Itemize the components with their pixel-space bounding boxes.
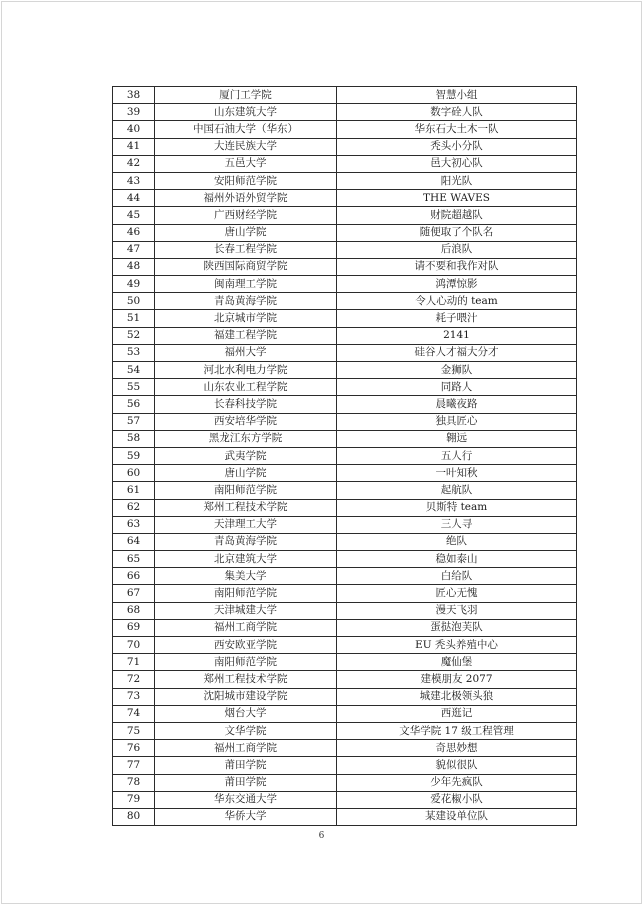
team-name-cell: 同路人 xyxy=(337,379,577,396)
school-name-cell: 烟台大学 xyxy=(155,705,337,722)
school-name-cell: 北京建筑大学 xyxy=(155,551,337,568)
school-name-cell: 陕西国际商贸学院 xyxy=(155,258,337,275)
table-row xyxy=(113,722,577,739)
table-row xyxy=(113,740,577,757)
team-name-cell: 稳如泰山 xyxy=(337,551,577,568)
school-name-cell: 大连民族大学 xyxy=(155,138,337,155)
table-row xyxy=(113,585,577,602)
team-name-cell: 西逛记 xyxy=(337,705,577,722)
table-row xyxy=(113,482,577,499)
table-row xyxy=(113,104,577,121)
table-row xyxy=(113,276,577,293)
school-name-cell: 中国石油大学（华东） xyxy=(155,121,337,138)
school-name-cell: 长春工程学院 xyxy=(155,241,337,258)
team-name-cell: 起航队 xyxy=(337,482,577,499)
team-name-cell: 五人行 xyxy=(337,447,577,464)
school-name-cell: 唐山学院 xyxy=(155,224,337,241)
team-name-cell: 貌似很队 xyxy=(337,757,577,774)
school-name-cell: 广西财经学院 xyxy=(155,207,337,224)
row-number-cell: 77 xyxy=(113,757,155,774)
row-number-cell: 55 xyxy=(113,379,155,396)
row-number-cell: 51 xyxy=(113,310,155,327)
team-name-cell: 三人寻 xyxy=(337,516,577,533)
table-row xyxy=(113,310,577,327)
school-name-cell: 集美大学 xyxy=(155,568,337,585)
school-name-cell: 福州大学 xyxy=(155,344,337,361)
team-name-cell: 智慧小组 xyxy=(337,87,577,104)
school-name-cell: 天津城建大学 xyxy=(155,602,337,619)
row-number-cell: 66 xyxy=(113,568,155,585)
school-name-cell: 闽南理工学院 xyxy=(155,276,337,293)
row-number-cell: 42 xyxy=(113,155,155,172)
table-row xyxy=(113,757,577,774)
team-name-cell: 2141 xyxy=(337,327,577,344)
table-row xyxy=(113,705,577,722)
team-name-cell: 贝斯特 team xyxy=(337,499,577,516)
team-name-cell: 华东石大土木一队 xyxy=(337,121,577,138)
row-number-cell: 73 xyxy=(113,688,155,705)
row-number-cell: 74 xyxy=(113,705,155,722)
team-name-cell: 绝队 xyxy=(337,533,577,550)
school-name-cell: 南阳师范学院 xyxy=(155,585,337,602)
table-row xyxy=(113,293,577,310)
school-name-cell: 南阳师范学院 xyxy=(155,482,337,499)
table-row xyxy=(113,172,577,189)
school-name-cell: 厦门工学院 xyxy=(155,87,337,104)
school-name-cell: 西安培华学院 xyxy=(155,413,337,430)
table-row xyxy=(113,551,577,568)
team-name-cell: 硅谷人才福大分才 xyxy=(337,344,577,361)
table-row xyxy=(113,241,577,258)
row-number-cell: 60 xyxy=(113,465,155,482)
table-row xyxy=(113,396,577,413)
row-number-cell: 62 xyxy=(113,499,155,516)
row-number-cell: 76 xyxy=(113,740,155,757)
table-row xyxy=(113,499,577,516)
school-name-cell: 郑州工程技术学院 xyxy=(155,499,337,516)
school-name-cell: 郑州工程技术学院 xyxy=(155,671,337,688)
row-number-cell: 63 xyxy=(113,516,155,533)
team-name-cell: 随便取了个队名 xyxy=(337,224,577,241)
table-row xyxy=(113,688,577,705)
row-number-cell: 43 xyxy=(113,172,155,189)
row-number-cell: 41 xyxy=(113,138,155,155)
team-name-cell: 晨曦夜路 xyxy=(337,396,577,413)
row-number-cell: 53 xyxy=(113,344,155,361)
table-row xyxy=(113,258,577,275)
table-row xyxy=(113,447,577,464)
table-row xyxy=(113,774,577,791)
school-name-cell: 西安欧亚学院 xyxy=(155,637,337,654)
table-row xyxy=(113,516,577,533)
school-name-cell: 天津理工大学 xyxy=(155,516,337,533)
team-name-cell: 财院超越队 xyxy=(337,207,577,224)
row-number-cell: 78 xyxy=(113,774,155,791)
school-name-cell: 青岛黄海学院 xyxy=(155,533,337,550)
row-number-cell: 80 xyxy=(113,808,155,825)
school-name-cell: 唐山学院 xyxy=(155,465,337,482)
team-name-cell: 独具匠心 xyxy=(337,413,577,430)
row-number-cell: 50 xyxy=(113,293,155,310)
school-name-cell: 长春科技学院 xyxy=(155,396,337,413)
team-name-cell: 文华学院 17 级工程管理 xyxy=(337,722,577,739)
team-name-cell: 少年先疯队 xyxy=(337,774,577,791)
school-name-cell: 武夷学院 xyxy=(155,447,337,464)
row-number-cell: 58 xyxy=(113,430,155,447)
school-name-cell: 文华学院 xyxy=(155,722,337,739)
table-row xyxy=(113,138,577,155)
team-name-cell: 秃头小分队 xyxy=(337,138,577,155)
table-row xyxy=(113,207,577,224)
team-name-cell: 后浪队 xyxy=(337,241,577,258)
team-name-cell: 城建北极领头狼 xyxy=(337,688,577,705)
table-row xyxy=(113,379,577,396)
table-row xyxy=(113,671,577,688)
school-name-cell: 福州外语外贸学院 xyxy=(155,190,337,207)
team-name-cell: 建模朋友 2077 xyxy=(337,671,577,688)
row-number-cell: 44 xyxy=(113,190,155,207)
team-name-cell: 蛋挞泡芙队 xyxy=(337,619,577,636)
school-name-cell: 华侨大学 xyxy=(155,808,337,825)
school-name-cell: 河北水利电力学院 xyxy=(155,362,337,379)
team-name-cell: 漫天飞羽 xyxy=(337,602,577,619)
school-name-cell: 山东建筑大学 xyxy=(155,104,337,121)
table-row xyxy=(113,430,577,447)
table-row xyxy=(113,602,577,619)
team-name-cell: 某建设单位队 xyxy=(337,808,577,825)
table-row xyxy=(113,344,577,361)
table-row xyxy=(113,362,577,379)
row-number-cell: 40 xyxy=(113,121,155,138)
team-roster-table xyxy=(112,86,577,826)
school-name-cell: 福州工商学院 xyxy=(155,619,337,636)
row-number-cell: 65 xyxy=(113,551,155,568)
table-row xyxy=(113,654,577,671)
team-name-cell: THE WAVES xyxy=(337,190,577,207)
school-name-cell: 莆田学院 xyxy=(155,774,337,791)
team-name-cell: 数字硂人队 xyxy=(337,104,577,121)
team-name-cell: 爱花椒小队 xyxy=(337,791,577,808)
row-number-cell: 56 xyxy=(113,396,155,413)
school-name-cell: 北京城市学院 xyxy=(155,310,337,327)
table-row xyxy=(113,413,577,430)
table-row xyxy=(113,637,577,654)
row-number-cell: 64 xyxy=(113,533,155,550)
table-row xyxy=(113,155,577,172)
row-number-cell: 49 xyxy=(113,276,155,293)
row-number-cell: 38 xyxy=(113,87,155,104)
school-name-cell: 青岛黄海学院 xyxy=(155,293,337,310)
school-name-cell: 山东农业工程学院 xyxy=(155,379,337,396)
table-row xyxy=(113,791,577,808)
table-row xyxy=(113,568,577,585)
team-name-cell: 请不要和我作对队 xyxy=(337,258,577,275)
team-name-cell: 一叶知秋 xyxy=(337,465,577,482)
row-number-cell: 72 xyxy=(113,671,155,688)
row-number-cell: 39 xyxy=(113,104,155,121)
row-number-cell: 47 xyxy=(113,241,155,258)
table-row xyxy=(113,121,577,138)
row-number-cell: 79 xyxy=(113,791,155,808)
team-name-cell: 白给队 xyxy=(337,568,577,585)
row-number-cell: 48 xyxy=(113,258,155,275)
row-number-cell: 57 xyxy=(113,413,155,430)
school-name-cell: 五邑大学 xyxy=(155,155,337,172)
team-name-cell: 翱远 xyxy=(337,430,577,447)
school-name-cell: 南阳师范学院 xyxy=(155,654,337,671)
school-name-cell: 黑龙江东方学院 xyxy=(155,430,337,447)
row-number-cell: 67 xyxy=(113,585,155,602)
page-number: 6 xyxy=(318,831,325,841)
row-number-cell: 75 xyxy=(113,722,155,739)
team-name-cell: 阳光队 xyxy=(337,172,577,189)
team-name-cell: 匠心无愧 xyxy=(337,585,577,602)
row-number-cell: 46 xyxy=(113,224,155,241)
table-row xyxy=(113,619,577,636)
row-number-cell: 69 xyxy=(113,619,155,636)
team-name-cell: EU 秃头养殖中心 xyxy=(337,637,577,654)
team-name-cell: 鸿潭惊影 xyxy=(337,276,577,293)
school-name-cell: 福州工商学院 xyxy=(155,740,337,757)
row-number-cell: 59 xyxy=(113,447,155,464)
school-name-cell: 沈阳城市建设学院 xyxy=(155,688,337,705)
row-number-cell: 45 xyxy=(113,207,155,224)
row-number-cell: 70 xyxy=(113,637,155,654)
team-roster-body xyxy=(113,87,577,826)
row-number-cell: 68 xyxy=(113,602,155,619)
school-name-cell: 福建工程学院 xyxy=(155,327,337,344)
row-number-cell: 52 xyxy=(113,327,155,344)
team-name-cell: 令人心动的 team xyxy=(337,293,577,310)
table-row xyxy=(113,327,577,344)
row-number-cell: 61 xyxy=(113,482,155,499)
team-name-cell: 邑大初心队 xyxy=(337,155,577,172)
table-row xyxy=(113,87,577,104)
table-row xyxy=(113,808,577,825)
team-name-cell: 耗子喂汁 xyxy=(337,310,577,327)
team-name-cell: 魔仙堡 xyxy=(337,654,577,671)
team-name-cell: 金狮队 xyxy=(337,362,577,379)
table-row xyxy=(113,465,577,482)
school-name-cell: 安阳师范学院 xyxy=(155,172,337,189)
team-name-cell: 奇思妙想 xyxy=(337,740,577,757)
row-number-cell: 54 xyxy=(113,362,155,379)
table-row xyxy=(113,533,577,550)
table-row xyxy=(113,190,577,207)
school-name-cell: 华东交通大学 xyxy=(155,791,337,808)
row-number-cell: 71 xyxy=(113,654,155,671)
table-row xyxy=(113,224,577,241)
school-name-cell: 莆田学院 xyxy=(155,757,337,774)
